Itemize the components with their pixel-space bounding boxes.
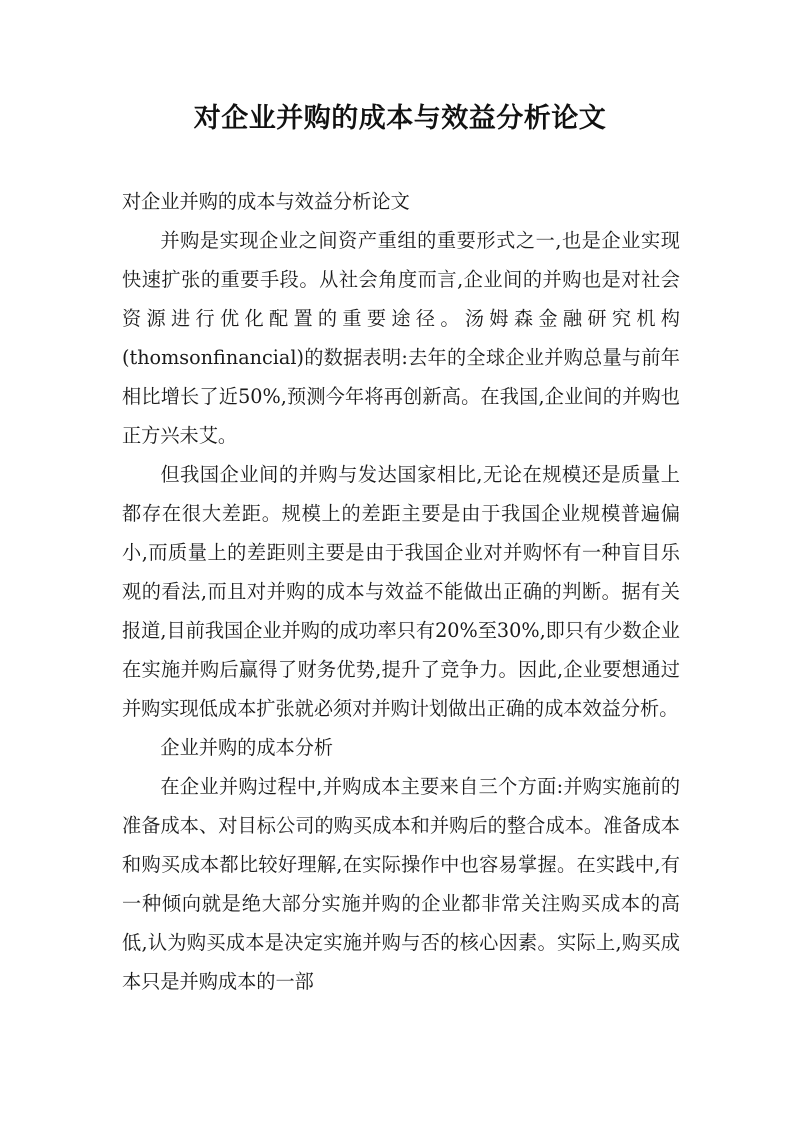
document-body: [122, 182, 680, 1001]
paragraph: 并购是实现企业之间资产重组的重要形式之一,也是企业实现快速扩张的重要手段。从社会角度而言,企业间的并购也是对社会资源进行优化配置的重要途径。汤姆森金融研究机构(thomsonfinancial)的数据表明:去年的全球企业并购总量与前年相比增长了近50%,预测今年将再创新高。在我国,企业间的并购也正方兴未艾。: [122, 229, 680, 447]
paragraph: 但我国企业间的并购与发达国家相比,无论在规模还是质量上都存在很大差距。规模上的差距主要是由于我国企业规模普遍偏小,而质量上的差距则主要是由于我国企业对并购怀有一种盲目乐观的看法,而且对并购的成本与效益不能做出正确的判断。据有关报道,目前我国企业并购的成功率只有20%至30%,即只有少数企业在实施并购后赢得了财务优势,提升了竞争力。因此,企业要想通过并购实现低成本扩张就必须对并购计划做出正确的成本效益分析。: [122, 463, 680, 720]
paragraph: 在企业并购过程中,并购成本主要来自三个方面:并购实施前的准备成本、对目标公司的购买成本和并购后的整合成本。准备成本和购买成本都比较好理解,在实际操作中也容易掌握。在实践中,有一种倾向就是绝大部分实施并购的企业都非常关注购买成本的高低,认为购买成本是决定实施并购与否的核心因素。实际上,购买成本只是并购成本的一部: [122, 775, 680, 993]
document-subtitle: 对企业并购的成本与效益分析论文: [122, 190, 410, 213]
section-heading: 企业并购的成本分析: [160, 736, 334, 759]
document-title: 对企业并购的成本与效益分析论文: [193, 103, 607, 134]
